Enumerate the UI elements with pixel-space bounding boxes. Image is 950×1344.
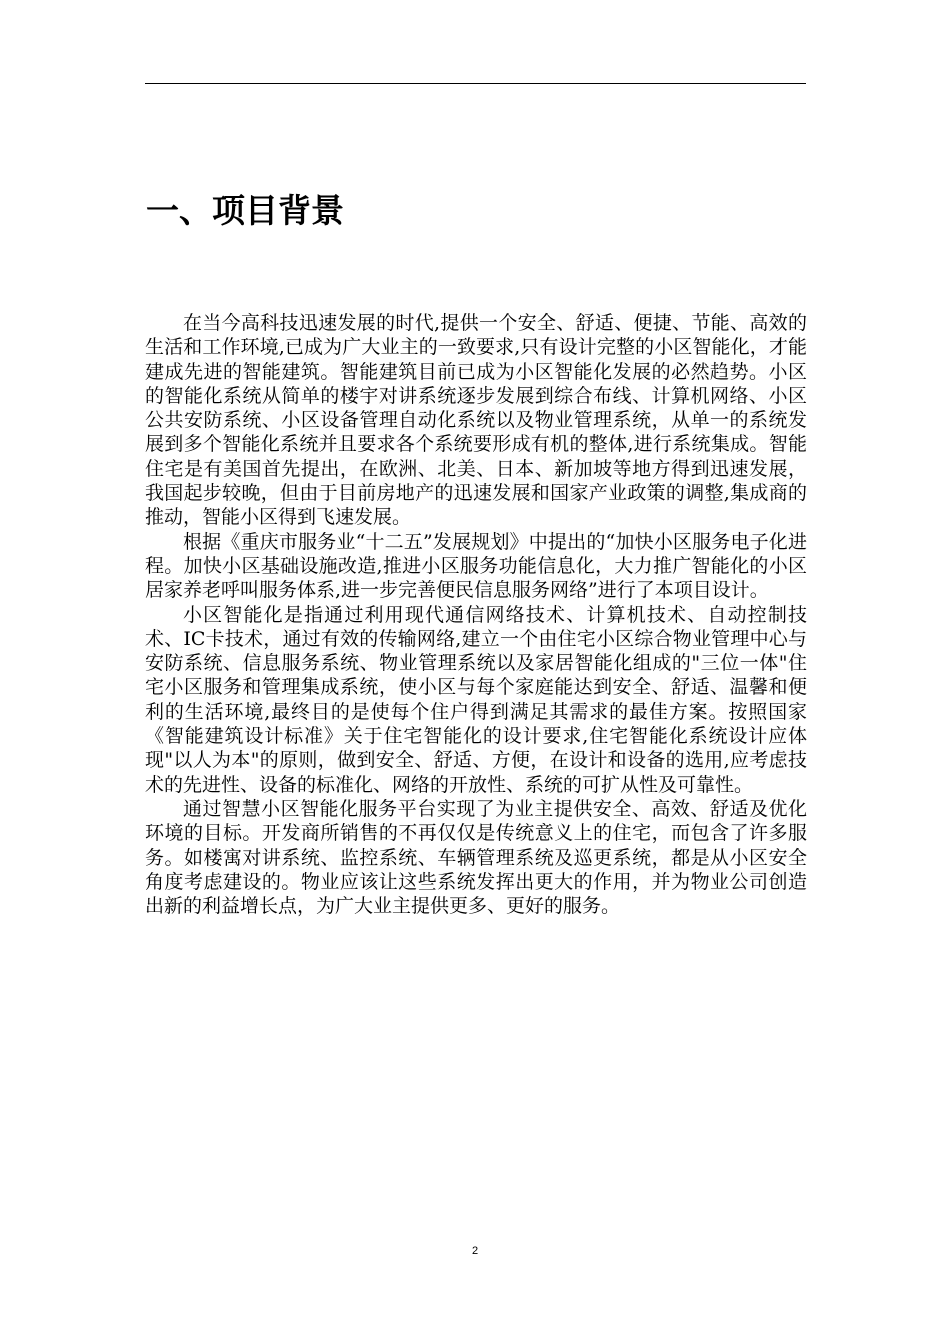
paragraph-definition: 小区智能化是指通过利用现代通信网络技术、计算机技术、自动控制技术、IC卡技术，通过有效的传输网络,建立一个由住宅小区综合物业管理中心与安防系统、信息服务系统、物业管理系统以及家居智能化组成的"三位一体"住宅小区服务和管理集成系统，使小区与每个家庭能达到安全、舒适、温馨和便利的生活环境,最终目的是使每个住户得到满足其需求的最佳方案。按照国家《智能建筑设计标准》关于住宅智能化的设计要求,住宅智能化系统设计应体现"以人为本"的原则，做到安全、舒适、方便，在设计和设备的选用,应考虑技术的先进性、设备的标准化、网络的开放性、系统的可扩从性及可靠性。	[145, 603, 807, 796]
paragraph-platform-goals: 通过智慧小区智能化服务平台实现了为业主提供安全、高效、舒适及优化环境的目标。开发商所销售的不再仅仅是传统意义上的住宅，而包含了许多服务。如楼寓对讲系统、监控系统、车辆管理系统及巡更系统，都是从小区安全角度考虑建设的。物业应该让这些系统发挥出更大的作用，并为物业公司创造出新的利益增长点，为广大业主提供更多、更好的服务。	[145, 797, 807, 918]
section-body	[145, 311, 807, 918]
header-rule	[145, 83, 806, 84]
paragraph-intro: 在当今高科技迅速发展的时代,提供一个安全、舒适、便捷、节能、高效的生活和工作环境,已成为广大业主的一致要求,只有设计完整的小区智能化，才能建成先进的智能建筑。智能建筑目前已成为小区智能化发展的必然趋势。小区的智能化系统从简单的楼宇对讲系统逐步发展到综合布线、计算机网络、小区公共安防系统、小区设备管理自动化系统以及物业管理系统，从单一的系统发展到多个智能化系统并且要求各个系统要形成有机的整体,进行系统集成。智能住宅是有美国首先提出，在欧洲、北美、日本、新加坡等地方得到迅速发展，我国起步较晚，但由于目前房地产的迅速发展和国家产业政策的调整,集成商的推动，智能小区得到飞速发展。	[145, 312, 807, 529]
section-heading: 一、项目背景	[146, 191, 344, 230]
paragraph-development-plan: 根据《重庆市服务业“十二五”发展规划》中提出的“加快小区服务电子化进程。加快小区基础设施改造,推进小区服务功能信息化，大力推广智能化的小区居家养老呼叫服务体系,进一步完善便民信息服务网络”进行了本项目设计。	[145, 530, 807, 602]
page-number: 2	[471, 1245, 479, 1257]
